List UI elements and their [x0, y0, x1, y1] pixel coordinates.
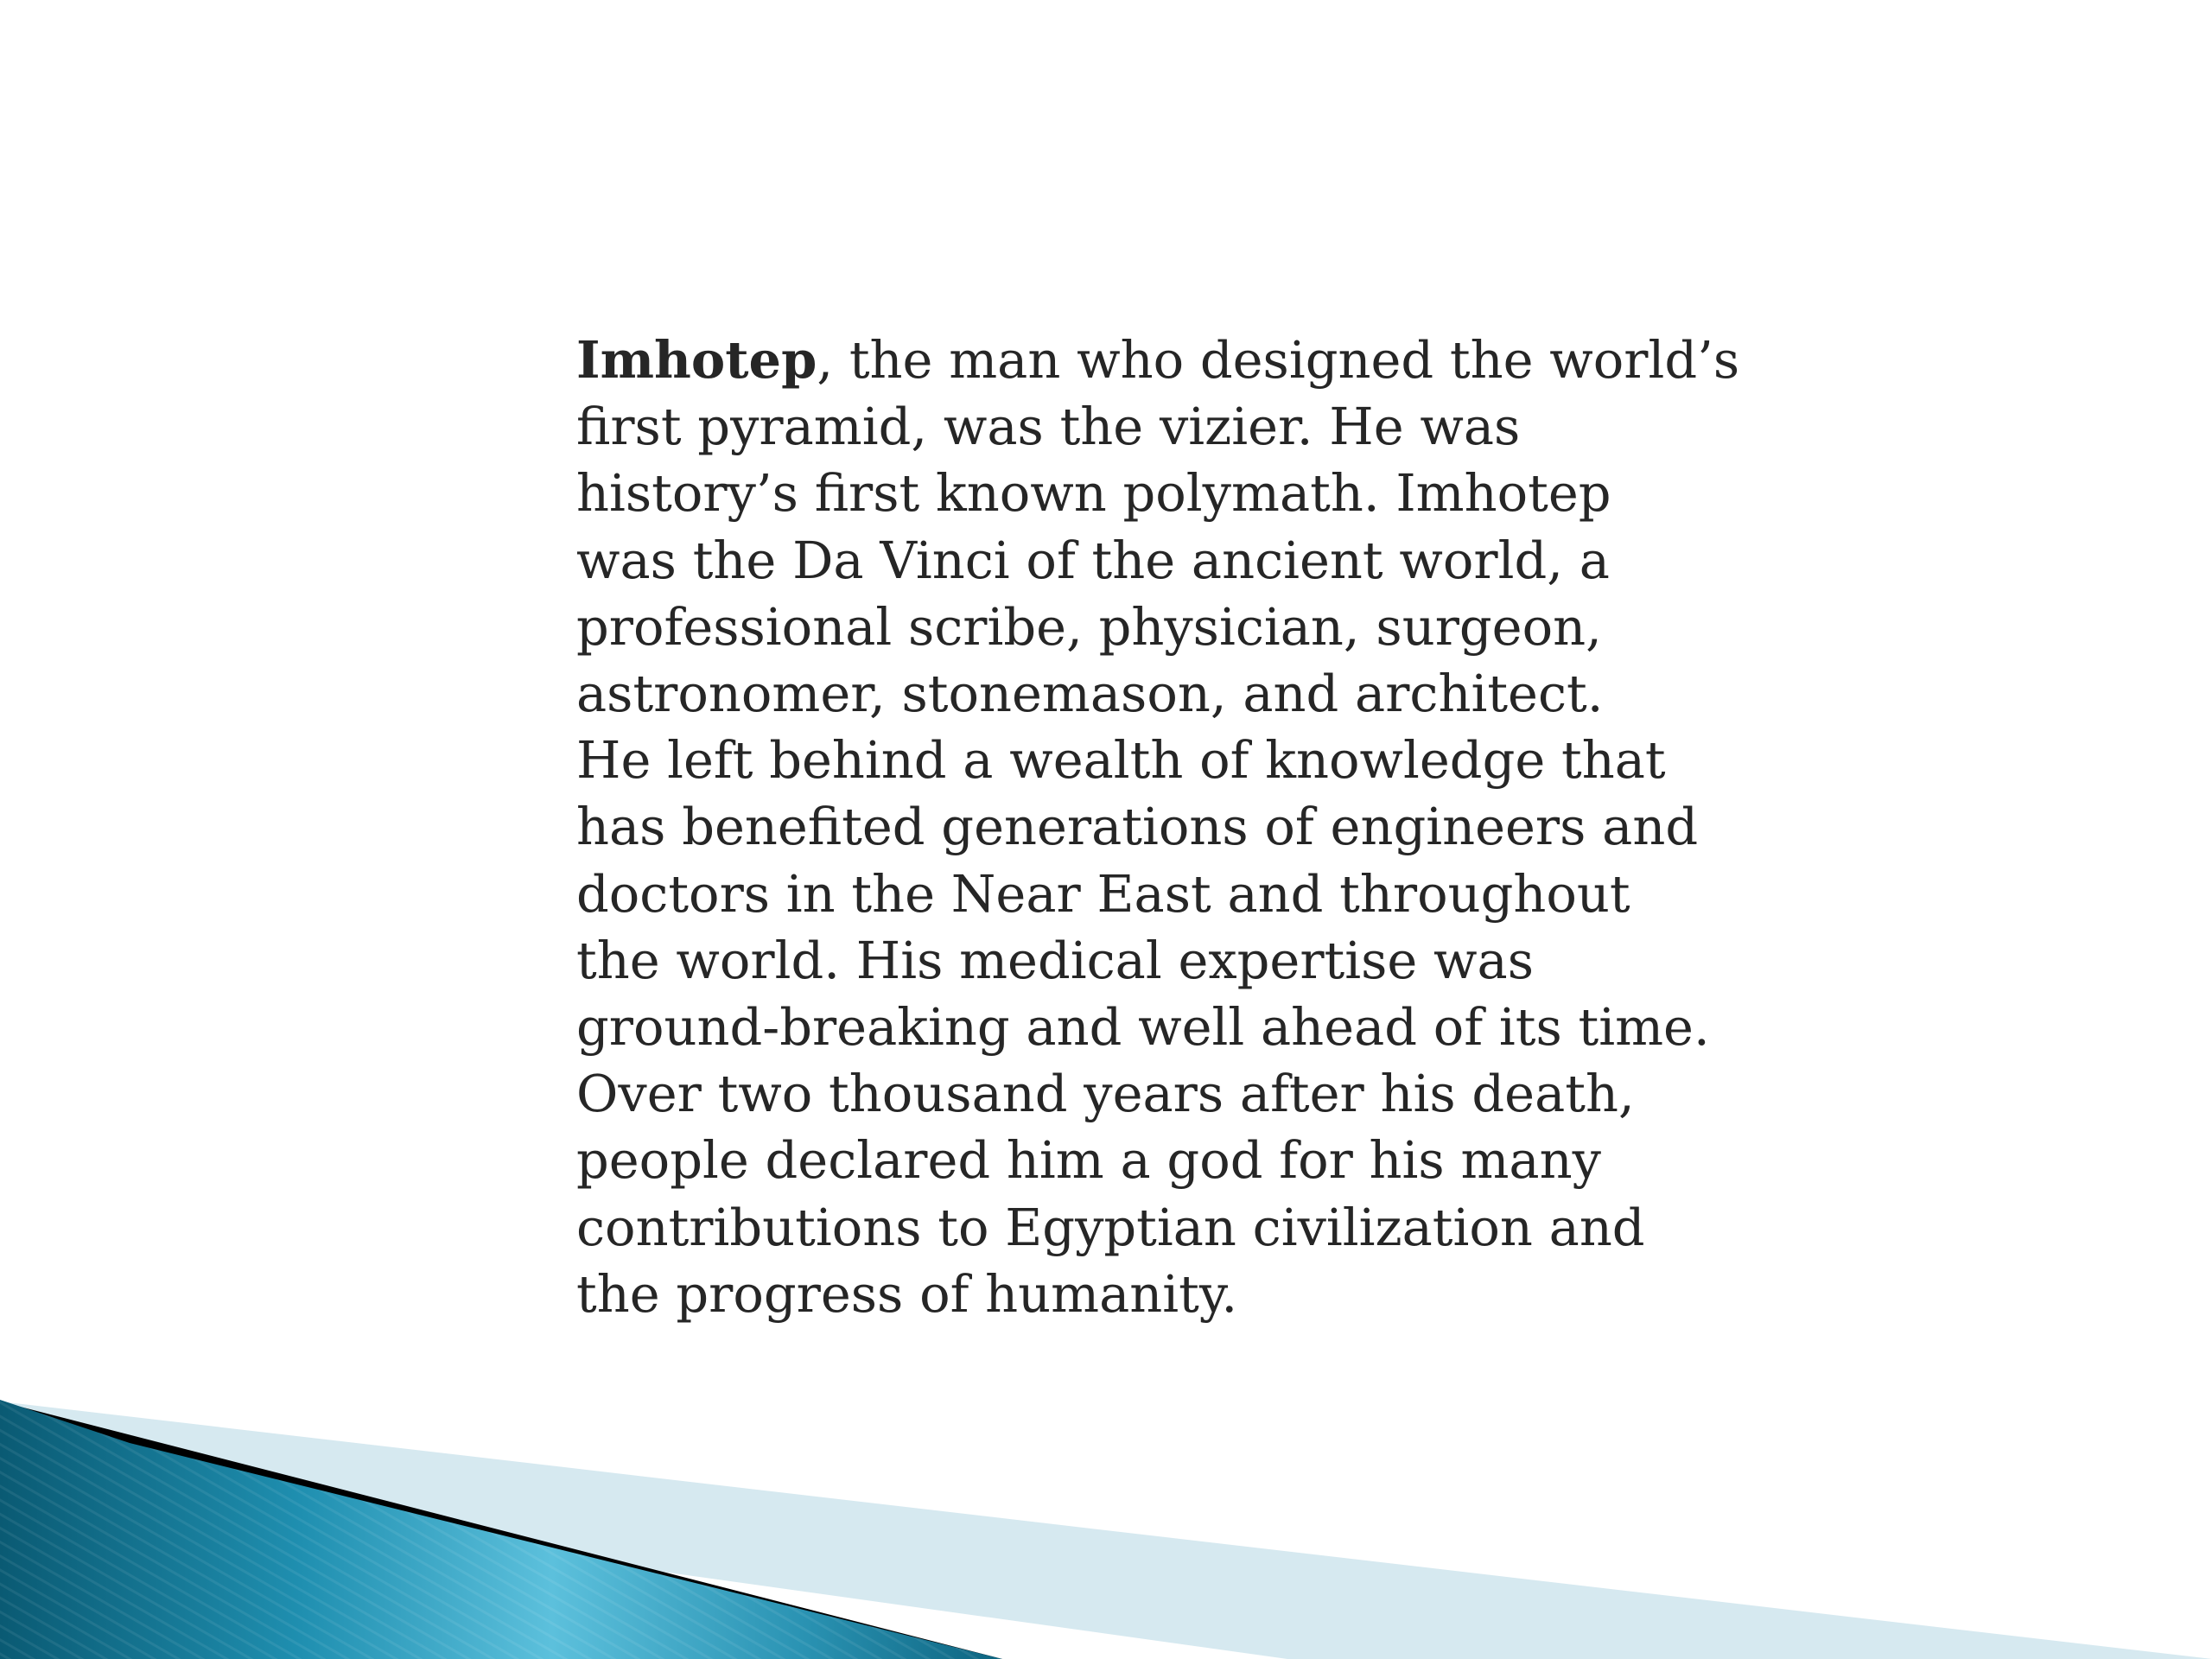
text-line-9: doctors in the Near East and throughout — [576, 863, 1630, 924]
text-line-5: professional scribe, physician, surgeon, — [576, 596, 1602, 657]
text-line-4: was the Da Vinci of the ancient world, a — [576, 530, 1610, 590]
text-line-1 — [576, 327, 1740, 393]
text-line-12: Over two thousand years after his death, — [576, 1064, 1635, 1124]
text-line-7: He left behind a wealth of knowledge that — [576, 730, 1666, 791]
text-line-1-rest: , the man who designed the world’s — [817, 330, 1740, 390]
text-line-14: contributions to Egyptian civilization and — [576, 1197, 1645, 1257]
text-line-13: people declared him a god for his many — [576, 1130, 1601, 1191]
text-line-2: first pyramid, was the vizier. He was — [576, 397, 1521, 457]
text-line-11: ground-breaking and well ahead of its time. — [576, 997, 1710, 1058]
lead-term: Imhotep — [576, 330, 817, 390]
text-line-3: history’s first known polymath. Imhotep — [576, 463, 1611, 524]
text-line-6: astronomer, stonemason, and architect. — [576, 664, 1604, 724]
body-text — [576, 327, 1740, 1327]
text-line-10: the world. His medical expertise was — [576, 930, 1535, 990]
decorative-wedge — [0, 1348, 2212, 1659]
text-line-15: the progress of humanity. — [576, 1263, 1238, 1324]
text-line-8: has benefited generations of engineers and — [576, 797, 1699, 857]
